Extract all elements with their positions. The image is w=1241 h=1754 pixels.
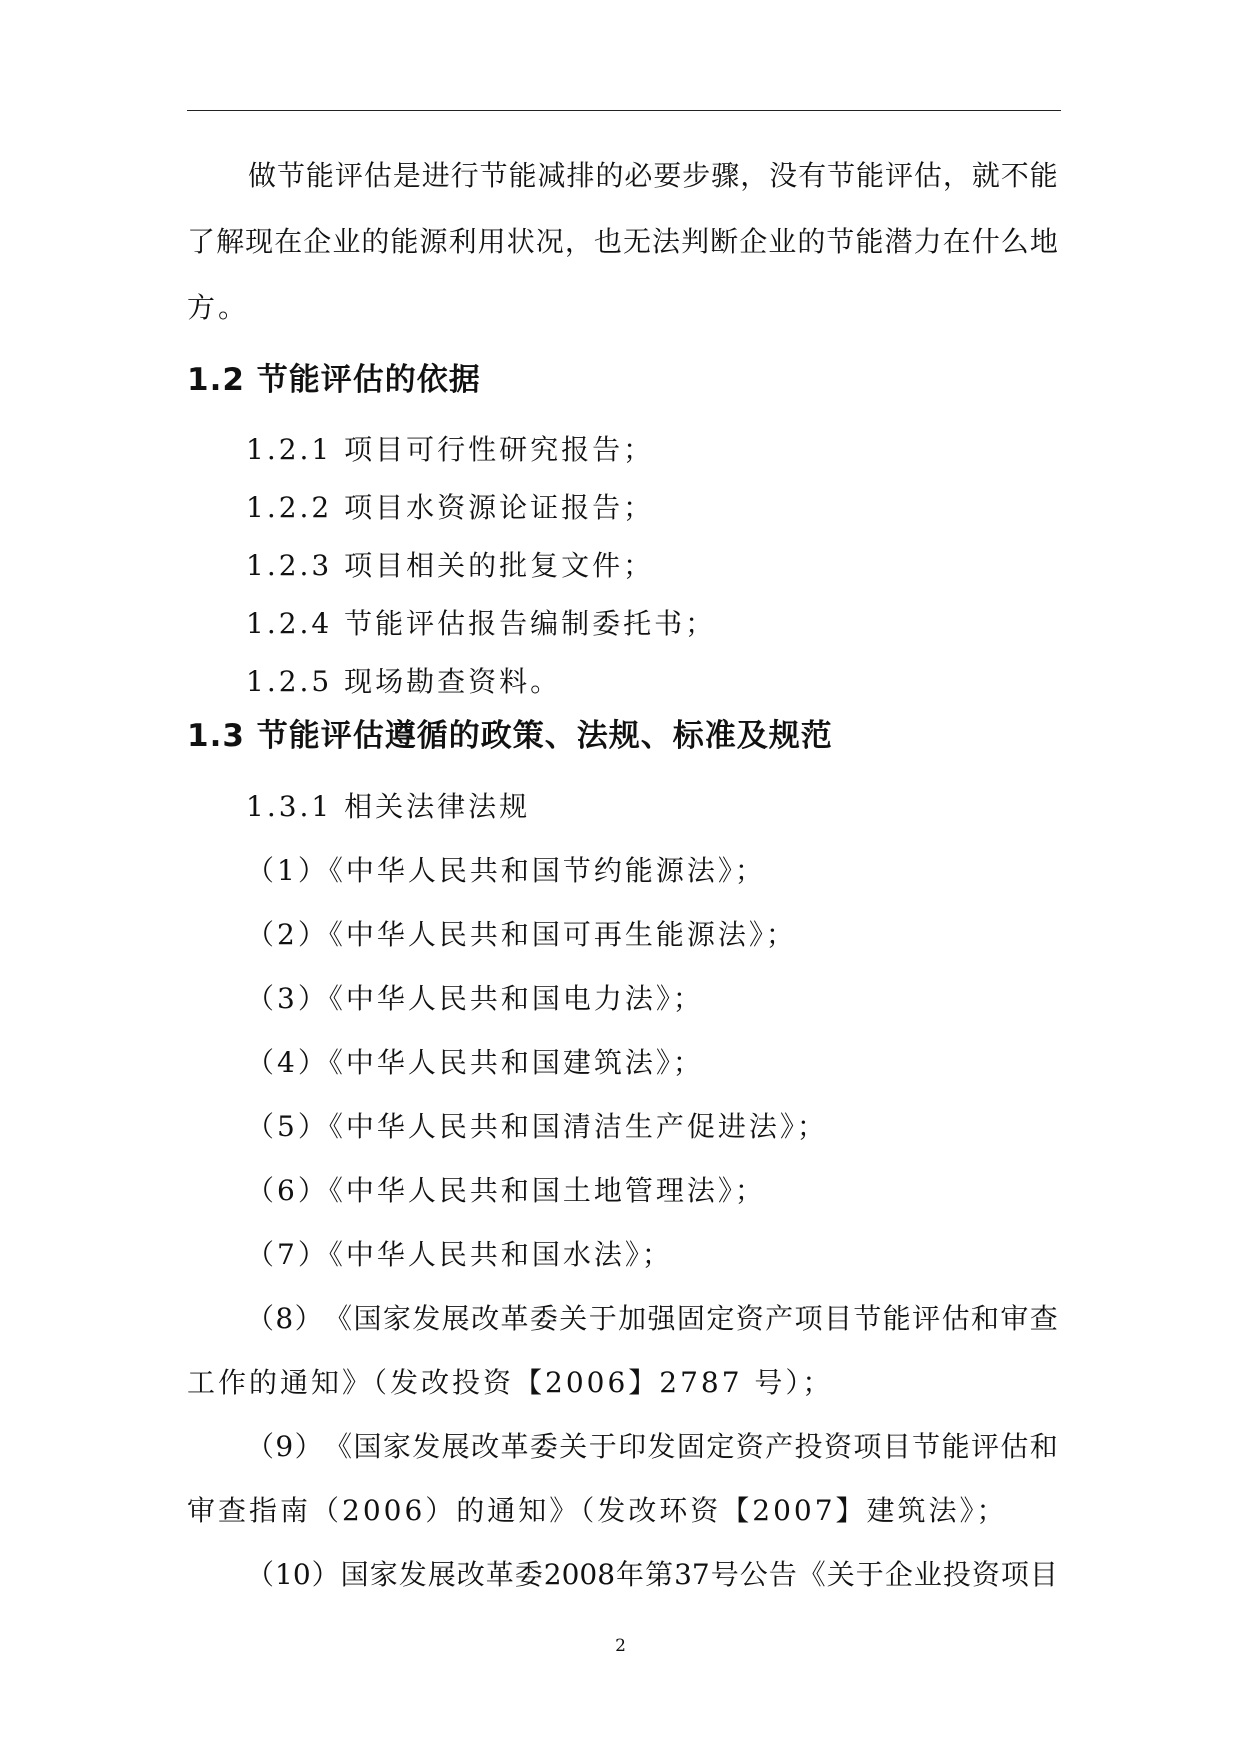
law-item-7: （7）《中华人民共和国水法》； — [246, 1238, 673, 1271]
section-heading-1-2: 1.2 节能评估的依据 — [187, 362, 481, 398]
basis-item-1: 1.2.1 项目可行性研究报告； — [246, 433, 655, 466]
header-rule — [187, 110, 1061, 111]
basis-item-4: 1.2.4 节能评估报告编制委托书； — [246, 607, 717, 640]
intro-paragraph-line-3: 方。 — [187, 291, 250, 324]
law-item-5: （5）《中华人民共和国清洁生产促进法》； — [246, 1110, 828, 1143]
law-item-10-line-1: （ 10 ） 国 家 发 展 改 革 委 2008 年 第 37 号 公 告 《 关 于 企 业 投 资 项 目 — [246, 1558, 1058, 1591]
law-item-9-line-2: 审查指南（2006）的通知》（发改环资【2007】建筑法》； — [187, 1494, 1008, 1527]
basis-item-5: 1.2.5 现场勘查资料。 — [246, 665, 562, 698]
intro-paragraph-line-2: 了 解 现 在 企 业 的 能 源 利 用 状 况 ， 也 无 法 判 断 企 业 的 节 能 潜 力 在 什 么 地 — [187, 225, 1058, 258]
basis-item-3: 1.2.3 项目相关的批复文件； — [246, 549, 655, 582]
law-item-9-line-1: （ 9 ） 《 国 家 发 展 改 革 委 关 于 印 发 固 定 资 产 投 资 项 目 节 能 评 估 和 — [246, 1430, 1058, 1463]
subsection-1-3-1: 1.3.1 相关法律法规 — [246, 790, 531, 823]
law-item-1: （1）《中华人民共和国节约能源法》； — [246, 854, 766, 887]
law-item-3: （3）《中华人民共和国电力法》； — [246, 982, 704, 1015]
law-item-4: （4）《中华人民共和国建筑法》； — [246, 1046, 704, 1079]
law-item-8-line-2: 工作的通知》（发改投资【2006】2787 号）； — [187, 1366, 834, 1399]
law-item-2: （2）《中华人民共和国可再生能源法》； — [246, 918, 797, 951]
basis-item-2: 1.2.2 项目水资源论证报告； — [246, 491, 655, 524]
law-item-8-line-1: （ 8 ） 《 国 家 发 展 改 革 委 关 于 加 强 固 定 资 产 项 目 节 能 评 估 和 审 查 — [246, 1302, 1058, 1335]
page-number: 2 — [615, 1636, 626, 1656]
section-heading-1-3: 1.3 节能评估遵循的政策、法规、标准及规范 — [187, 718, 833, 754]
intro-paragraph-line-1: 做 节 能 评 估 是 进 行 节 能 减 排 的 必 要 步 骤 ， 没 有 节 能 评 估 ， 就 不 能 — [248, 159, 1058, 192]
law-item-6: （6）《中华人民共和国土地管理法》； — [246, 1174, 766, 1207]
